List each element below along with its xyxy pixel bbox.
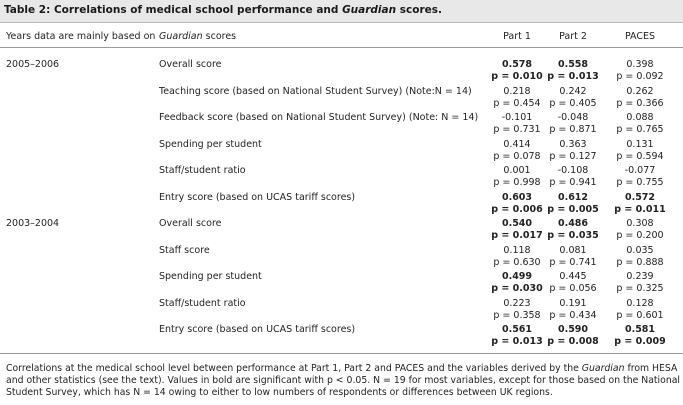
- row-label: Spending per student: [159, 271, 262, 282]
- title-emphasis: Guardian: [342, 4, 397, 16]
- correlation-value: 0.499: [501, 271, 533, 282]
- p-value: p = 0.078: [493, 150, 541, 162]
- header-part2: Part 2: [559, 31, 587, 42]
- correlation-value: 0.445: [559, 271, 587, 282]
- period-label: 2003–2004: [6, 218, 60, 229]
- correlation-value: 0.118: [503, 244, 531, 256]
- p-value: p = 0.741: [549, 256, 597, 268]
- correlation-value: 0.486: [557, 218, 589, 229]
- correlation-value: 0.035: [626, 244, 654, 256]
- p-value: p = 0.871: [549, 124, 597, 135]
- correlation-value: 0.262: [626, 85, 654, 97]
- title-suffix: scores.: [396, 4, 442, 16]
- row-label: Feedback score (based on National Student Survey) (Note: N = 14): [159, 112, 479, 123]
- p-value: p = 0.941: [549, 177, 597, 188]
- p-value: p = 0.056: [549, 283, 597, 294]
- correlation-value: 0.578: [501, 59, 533, 70]
- p-value: p = 0.434: [549, 309, 597, 321]
- footnote-part-b: from HESA and other statistics (see the text). Values in bold are significant with p < 0.05. N = 19 for most variables, except for those based on the National Student Survey, which has N = 14 owing to either to low numbers of respondents or differences between UK regions.: [6, 363, 681, 398]
- correlation-value: 0.191: [559, 297, 587, 309]
- p-value: p = 0.755: [616, 177, 664, 188]
- p-value: p = 0.009: [614, 336, 666, 347]
- p-value: p = 0.013: [491, 336, 543, 347]
- correlation-value: 0.398: [626, 59, 654, 70]
- p-value: p = 0.325: [616, 283, 664, 294]
- row-label: Overall score: [159, 59, 222, 70]
- correlation-value: 0.561: [501, 324, 533, 335]
- row-label: Staff/student ratio: [159, 297, 246, 309]
- p-value: p = 0.888: [616, 256, 664, 268]
- p-value: p = 0.013: [547, 71, 599, 82]
- header-part1: Part 1: [503, 31, 531, 42]
- title-prefix: Table 2: Correlations of medical school performance and: [4, 4, 343, 16]
- p-value: p = 0.010: [491, 71, 543, 82]
- row-label: Entry score (based on UCAS tariff scores): [159, 191, 356, 203]
- p-value: p = 0.035: [547, 230, 599, 241]
- row-label: Spending per student: [159, 138, 262, 150]
- header-paces: PACES: [624, 31, 656, 42]
- correlation-value: 0.590: [557, 324, 589, 335]
- correlation-value: 0.239: [626, 271, 654, 282]
- footnote-part-a: Correlations at the medical school level between performance at Part 1, Part 2 and PACES and the variables derived by the: [6, 363, 582, 374]
- correlation-value: 0.001: [503, 165, 531, 176]
- correlation-value: 0.414: [503, 138, 531, 150]
- title-bar: [0, 0, 683, 23]
- correlation-value: 0.223: [503, 297, 531, 309]
- correlation-value: 0.363: [559, 138, 587, 150]
- p-value: p = 0.006: [491, 203, 543, 215]
- header-rule: [0, 47, 683, 48]
- correlation-value: -0.101: [501, 112, 533, 123]
- p-value: p = 0.200: [616, 230, 664, 241]
- row-label: Overall score: [159, 218, 222, 229]
- correlation-value: 0.081: [559, 244, 587, 256]
- p-value: p = 0.630: [493, 256, 541, 268]
- p-value: p = 0.011: [614, 203, 666, 215]
- p-value: p = 0.405: [549, 97, 597, 109]
- p-value: p = 0.005: [547, 203, 599, 215]
- correlation-value: 0.088: [626, 112, 654, 123]
- header-period: Years data are mainly based on: [6, 31, 156, 42]
- p-value: p = 0.594: [616, 150, 664, 162]
- correlation-value: 0.612: [557, 191, 589, 203]
- correlation-value: 0.128: [626, 297, 654, 309]
- correlation-value: 0.572: [624, 191, 656, 203]
- row-label: Staff score: [159, 244, 210, 256]
- correlation-value: 0.603: [501, 191, 533, 203]
- correlation-value: 0.131: [626, 138, 654, 150]
- p-value: p = 0.358: [493, 309, 541, 321]
- p-value: p = 0.030: [491, 283, 543, 294]
- p-value: p = 0.601: [616, 309, 664, 321]
- p-value: p = 0.454: [493, 97, 541, 109]
- bottom-rule: [0, 353, 683, 354]
- header-scores: [159, 31, 236, 42]
- correlation-value: 0.242: [559, 85, 587, 97]
- row-label: Staff/student ratio: [159, 165, 246, 176]
- header-scores-emphasis: Guardian: [159, 31, 203, 42]
- p-value: p = 0.008: [547, 336, 599, 347]
- table-title: [4, 4, 442, 16]
- correlation-value: 0.558: [557, 59, 589, 70]
- correlation-value: 0.581: [624, 324, 656, 335]
- footnote: [6, 363, 680, 399]
- p-value: p = 0.017: [491, 230, 543, 241]
- correlation-value: -0.108: [557, 165, 589, 176]
- row-label: Entry score (based on UCAS tariff scores): [159, 324, 356, 335]
- row-label: Teaching score (based on National Student Survey) (Note:N = 14): [159, 85, 472, 97]
- footnote-emphasis: Guardian: [581, 363, 625, 374]
- correlation-value: -0.077: [624, 165, 656, 176]
- p-value: p = 0.366: [616, 97, 664, 109]
- correlation-value: -0.048: [557, 112, 589, 123]
- correlation-value: 0.308: [626, 218, 654, 229]
- header-scores-suffix: scores: [202, 31, 237, 42]
- p-value: p = 0.127: [549, 150, 597, 162]
- p-value: p = 0.731: [493, 124, 541, 135]
- correlation-value: 0.218: [503, 85, 531, 97]
- p-value: p = 0.765: [616, 124, 664, 135]
- p-value: p = 0.092: [616, 71, 664, 82]
- p-value: p = 0.998: [493, 177, 541, 188]
- correlation-value: 0.540: [501, 218, 533, 229]
- period-label: 2005–2006: [6, 59, 60, 70]
